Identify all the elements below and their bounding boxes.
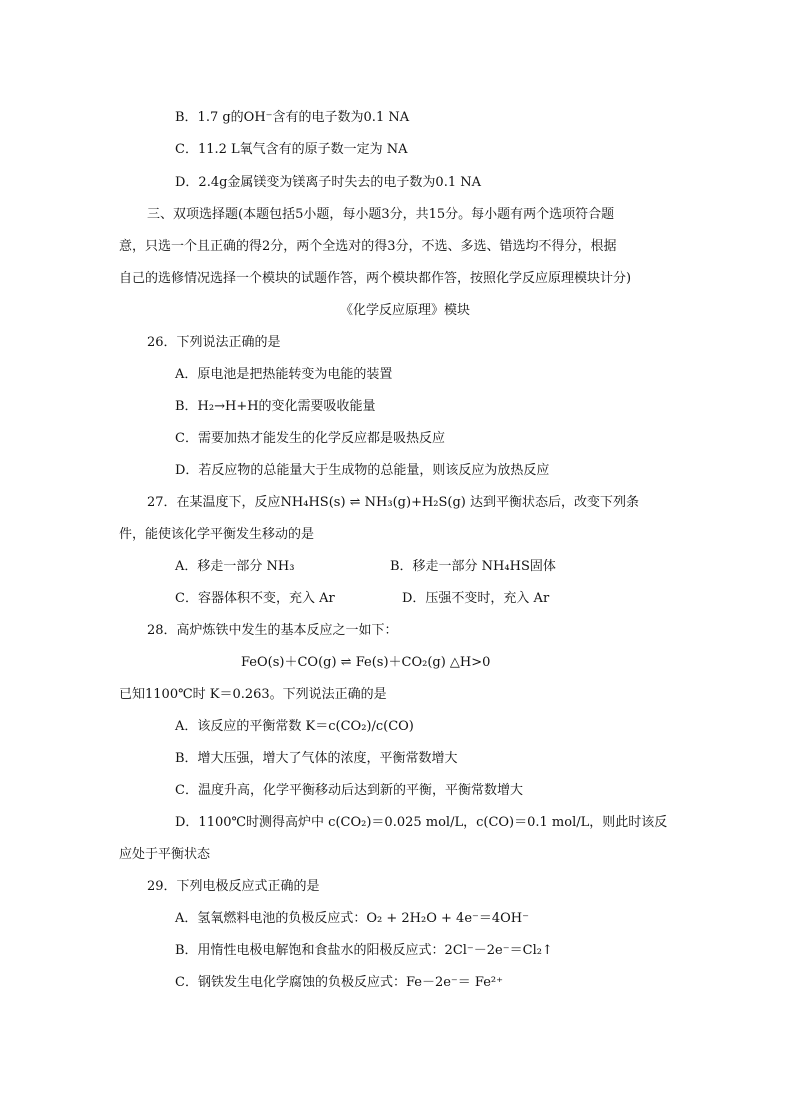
option-d-1: D．2.4g金属镁变为镁离子时失去的电子数为0.1 NA — [175, 175, 481, 190]
q26-option-b: B．H₂→H+H的变化需要吸收能量 — [175, 399, 376, 414]
q28-option-d-cont: 应处于平衡状态 — [119, 847, 211, 862]
q28-option-c: C．温度升高，化学平衡移动后达到新的平衡，平衡常数增大 — [175, 783, 523, 798]
q27-option-b: B．移走一部分 NH₄HS固体 — [390, 559, 556, 574]
question-26: 26．下列说法正确的是 — [147, 335, 281, 350]
q27-option-a: A．移走一部分 NH₃ — [175, 559, 295, 574]
section-instructions-line-2: 意，只选一个且正确的得2分，两个全选对的得3分，不选、多选、错选均不得分，根据 — [119, 239, 617, 254]
q26-option-a: A．原电池是把热能转变为电能的装置 — [175, 367, 393, 382]
question-27-cont: 件，能使该化学平衡发生移动的是 — [119, 527, 315, 542]
question-28: 28．高炉炼铁中发生的基本反应之一如下： — [147, 623, 398, 638]
module-title: 《化学反应原理》模块 — [340, 303, 471, 318]
q29-option-b: B．用惰性电极电解饱和食盐水的阳极反应式：2Cl⁻－2e⁻＝Cl₂↑ — [175, 943, 553, 958]
q27-option-d: D．压强不变时，充入 Ar — [402, 591, 550, 606]
q29-option-c: C．钢铁发生电化学腐蚀的负极反应式：Fe－2e⁻＝ Fe²⁺ — [175, 975, 503, 990]
q28-option-a: A．该反应的平衡常数 K＝c(CO₂)/c(CO) — [175, 719, 414, 734]
option-c-1: C．11.2 L氧气含有的原子数一定为 NA — [175, 142, 408, 157]
question-29: 29．下列电极反应式正确的是 — [147, 879, 320, 894]
option-b-1: B．1.7 g的OH⁻含有的电子数为0.1 NA — [175, 110, 410, 125]
q28-option-d: D．1100℃时测得高炉中 c(CO₂)＝0.025 mol/L，c(CO)＝0.1 mol/L，则此时该反 — [175, 815, 668, 830]
q27-option-c: C．容器体积不变，充入 Ar — [175, 591, 335, 606]
q26-option-d: D．若反应物的总能量大于生成物的总能量，则该反应为放热反应 — [175, 463, 550, 478]
question-27: 27．在某温度下，反应NH₄HS(s) ⇌ NH₃(g)+H₂S(g) 达到平衡状态后，改变下列条 — [147, 495, 640, 510]
q26-option-c: C．需要加热才能发生的化学反应都是吸热反应 — [175, 431, 445, 446]
q29-option-a: A．氢氧燃料电池的负极反应式：O₂ + 2H₂O + 4e⁻＝4OH⁻ — [175, 911, 530, 926]
section-instructions-line-3: 自己的选修情况选择一个模块的试题作答，两个模块都作答，按照化学反应原理模块计分) — [119, 271, 632, 286]
q28-option-b: B．增大压强，增大了气体的浓度，平衡常数增大 — [175, 751, 458, 766]
section-heading: 三、双项选择题(本题包括5小题，每小题3分，共15分。每小题有两个选项符合题 — [147, 207, 615, 222]
q28-given: 已知1100℃时 K＝0.263。下列说法正确的是 — [119, 687, 387, 702]
q28-equation: FeO(s)＋CO(g) ⇌ Fe(s)＋CO₂(g) △H>0 — [241, 655, 491, 670]
